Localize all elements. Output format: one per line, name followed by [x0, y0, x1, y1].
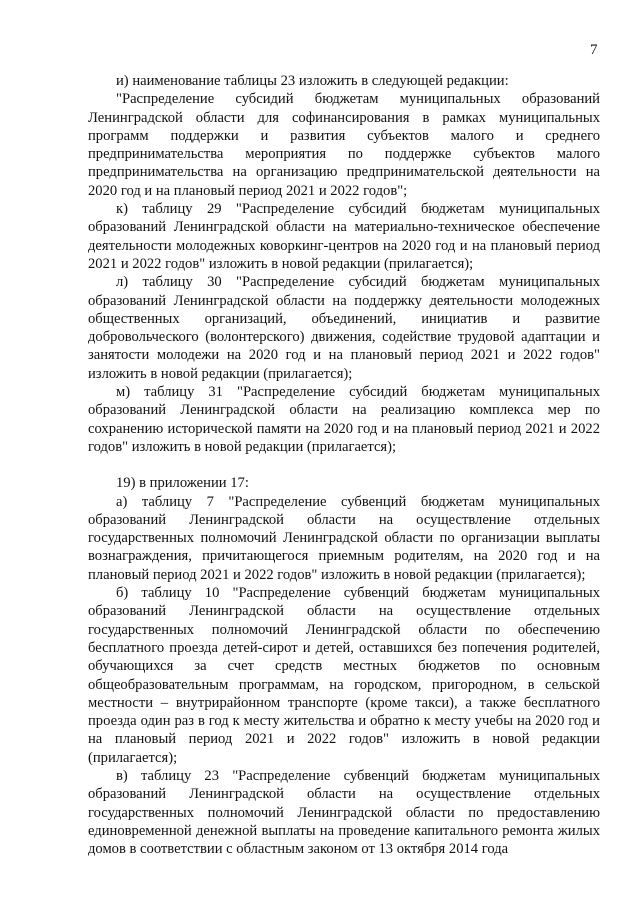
paragraph-table-23-subvention: в) таблицу 23 "Распределение субвенций бюджетам муниципальных образований Ленинградской области на осуществление отдельных государственных полномочий Ленинградской области по предоставлению единовременной денежной выплаты на проведение капитального ремонта жилых домов в соответствии с областным законом от 13 октября 2014 года — [88, 767, 600, 858]
paragraph-table-31: м) таблицу 31 "Распределение субсидий бюджетам муниципальных образований Ленинградской области на реализацию комплекса мер по сохранению исторической памяти на 2020 год и на плановый период 2021 и 2022 годов" изложить в новой редакции (прилагается); — [88, 384, 600, 455]
paragraph-table-30: л) таблицу 30 "Распределение субсидий бюджетам муниципальных образований Ленинградской области на поддержку деятельности молодежных общественных организаций, объединений, инициатив и развитие добровольческого (волонтерского) движения, содействие трудовой адаптации и занятости молодежи на 2020 год и на плановый период 2021 и 2022 годов" изложить в новой редакции (прилагается); — [88, 274, 600, 382]
document-body — [88, 72, 600, 858]
paragraph-table-7: а) таблицу 7 "Распределение субвенций бюджетам муниципальных образований Ленинградской области на осуществление отдельных государственных полномочий Ленинградской области по организации выплаты вознаграждения, причитающегося приемным родителям, на 2020 год и на плановый период 2021 и 2022 годов" изложить в новой редакции (прилагается); — [88, 493, 600, 583]
paragraph-appendix-17: 19) в приложении 17: — [116, 475, 249, 492]
page-number: 7 — [590, 42, 598, 58]
paragraph-table-23-rename: и) наименование таблицы 23 изложить в следующей редакции: — [116, 73, 509, 89]
paragraph-table-10: б) таблицу 10 "Распределение субвенций бюджетам муниципальных образований Ленинградской области на осуществление отдельных государственных полномочий Ленинградской области по обеспечению бесплатного проезда детей-сирот и детей, оставшихся без попечения родителей, обучающихся за счет средств местных бюджетов по основным общеобразовательным программам, на городском, пригородном, в сельской местности – внутрирайонном транспорте (кроме такси), а также бесплатного проезда один раз в год к месту жительства и обратно к месту учебы на 2020 год и на плановый период 2021 и 2022 годов" изложить в новой редакции (прилагается); — [88, 585, 600, 766]
paragraph-table-23-title: "Распределение субсидий бюджетам муниципальных образований Ленинградской области для софинансирования в рамках муниципальных программ поддержки и развития субъектов малого и среднего предпринимательства мероприятия по поддержке субъектов малого предпринимательства на организацию предпринимательской деятельности на 2020 год и на плановый период 2021 и 2022 годов"; — [88, 91, 600, 199]
paragraph-spacer — [88, 456, 600, 474]
paragraph-table-29: к) таблицу 29 "Распределение субсидий бюджетам муниципальных образований Ленинградской области на материально-техническое обеспечение деятельности молодежных коворкинг-центров на 2020 год и на плановый период 2021 и 2022 годов" изложить в новой редакции (прилагается); — [88, 201, 600, 272]
